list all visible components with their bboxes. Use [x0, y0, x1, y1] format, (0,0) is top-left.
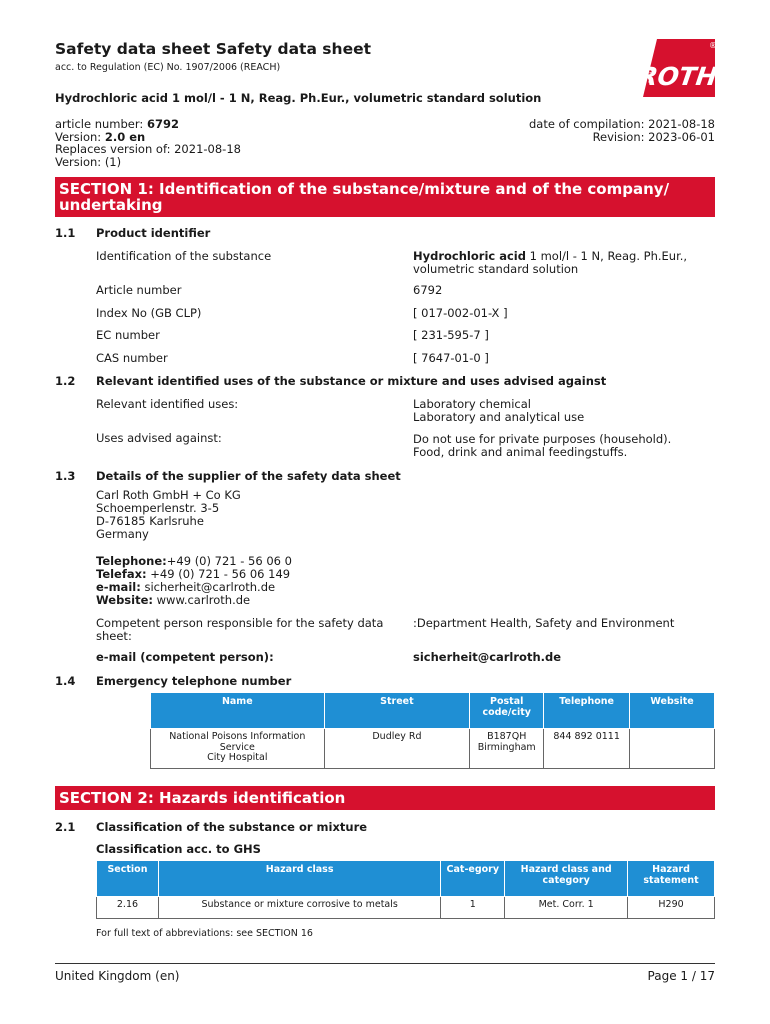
field-label: Uses advised against:: [96, 431, 222, 445]
table-header: Name: [151, 693, 325, 729]
field-value: [ 231-595-7 ]: [413, 328, 489, 342]
subsection-number: 1.1: [55, 226, 76, 240]
document-title: Safety data sheet Safety data sheet: [55, 40, 372, 58]
subsection-title: Details of the supplier of the safety data sheet: [96, 469, 401, 483]
section-1-heading: SECTION 1: Identification of the substance/mixture and of the company/ undertaking: [55, 177, 715, 217]
revision-date: Revision: 2023-06-01: [592, 129, 715, 144]
version-paren: Version: (1): [55, 154, 122, 169]
field-value: [ 7647-01-0 ]: [413, 351, 489, 365]
field-value: Laboratory chemical Laboratory and analytical use: [413, 397, 585, 424]
table-header: Website: [630, 693, 715, 729]
table-cell: Dudley Rd: [324, 729, 470, 769]
table-cell: 1: [441, 897, 505, 919]
footer-divider: [55, 963, 715, 964]
meta-right: [529, 118, 715, 143]
regulation-subtitle: acc. to Regulation (EC) No. 1907/2006 (REACH): [55, 62, 281, 73]
competent-person-value: :Department Health, Safety and Environment: [413, 616, 675, 630]
supplier-address: Carl Roth GmbH + Co KG Schoemperlenstr. 3-5 D-76185 Karlsruhe Germany: [96, 488, 241, 541]
footer-locale: United Kingdom (en): [55, 969, 180, 983]
subsection-number: 1.3: [55, 469, 76, 483]
subsection-title: Product identifier: [96, 226, 211, 240]
logo-trademark: ®: [709, 41, 715, 50]
ghs-table: [96, 860, 715, 919]
table-header: Postal code/city: [470, 693, 544, 729]
table-cell: [630, 729, 715, 769]
compilation-date: date of compilation: 2021-08-18: [528, 117, 715, 131]
replaces-version: Replaces version of: 2021-08-18: [55, 142, 241, 156]
field-value: Do not use for private purposes (household). Food, drink and animal feedingstuffs.: [413, 432, 672, 459]
website-link[interactable]: www.carlroth.de: [153, 593, 251, 607]
emergency-table: [150, 692, 715, 769]
field-value: 6792: [413, 283, 443, 297]
field-value: [ 017-002-01-X ]: [413, 306, 508, 320]
supplier-contacts: Telephone:+49 (0) 721 - 56 06 0 Telefax: +49 (0) 721 - 56 06 149 e-mail: sicherheit@carlroth.de Website: www.carlroth.de: [96, 554, 292, 607]
logo-text: ROTH: [643, 62, 715, 91]
field-label: Index No (GB CLP): [96, 306, 202, 320]
meta-left: article number: 6792 Version: 2.0 en Replaces version of: 2021-08-18 Version: (1): [55, 117, 241, 169]
subsection-number: 1.4: [55, 674, 76, 688]
competent-email-value[interactable]: sicherheit@carlroth.de: [413, 650, 562, 664]
subsection-title: Emergency telephone number: [96, 674, 292, 688]
table-header: Hazard class: [158, 861, 440, 897]
ghs-title: Classification acc. to GHS: [96, 842, 261, 856]
table-row: [97, 897, 715, 919]
product-title: Hydrochloric acid 1 mol/l - 1 N, Reag. Ph.Eur., volumetric standard solution: [55, 91, 542, 105]
table-header: Hazard class and category: [505, 861, 628, 897]
table-cell: Substance or mixture corrosive to metals: [158, 897, 440, 919]
identification-value: Hydrochloric acid 1 mol/l - 1 N, Reag. Ph.Eur., volumetric standard solution: [413, 249, 688, 276]
table-header: Cat-egory: [441, 861, 505, 897]
logo-side-text: ROTH: [648, 71, 653, 83]
article-number: 6792: [146, 117, 179, 131]
table-cell: H290: [628, 897, 715, 919]
version-number: 2.0 en: [104, 129, 146, 144]
subsection-title: Relevant identified uses of the substance or mixture and uses advised against: [96, 374, 607, 388]
table-header: Section: [97, 861, 159, 897]
subsection-number: 2.1: [55, 820, 76, 834]
email-link[interactable]: sicherheit@carlroth.de: [140, 580, 276, 594]
table-header: Street: [324, 693, 470, 729]
field-label: Identification of the substance: [96, 249, 272, 263]
table-cell: 844 892 0111: [544, 729, 630, 769]
table-row: [151, 729, 715, 769]
table-header: Hazard statement: [628, 861, 715, 897]
table-header: Telephone: [544, 693, 630, 729]
subsection-number: 1.2: [55, 374, 76, 388]
competent-person-label: Competent person responsible for the safety data sheet:: [96, 616, 384, 643]
field-label: Article number: [96, 283, 182, 297]
field-label: Relevant identified uses:: [96, 397, 239, 411]
table-cell: Met. Corr. 1: [505, 897, 628, 919]
page-number: Page 1 / 17: [647, 969, 715, 983]
table-cell: National Poisons Information Service City Hospital: [151, 729, 325, 769]
table-cell: B187QH Birmingham: [470, 729, 544, 769]
field-label: CAS number: [96, 351, 168, 365]
table-cell: 2.16: [97, 897, 159, 919]
field-label: EC number: [96, 328, 160, 342]
roth-logo: [643, 39, 715, 97]
competent-email-label: e-mail (competent person):: [96, 650, 274, 664]
abbreviations-footnote: For full text of abbreviations: see SECTION 16: [96, 928, 313, 939]
section-2-heading: SECTION 2: Hazards identification: [55, 786, 715, 810]
subsection-title: Classification of the substance or mixture: [96, 820, 368, 834]
